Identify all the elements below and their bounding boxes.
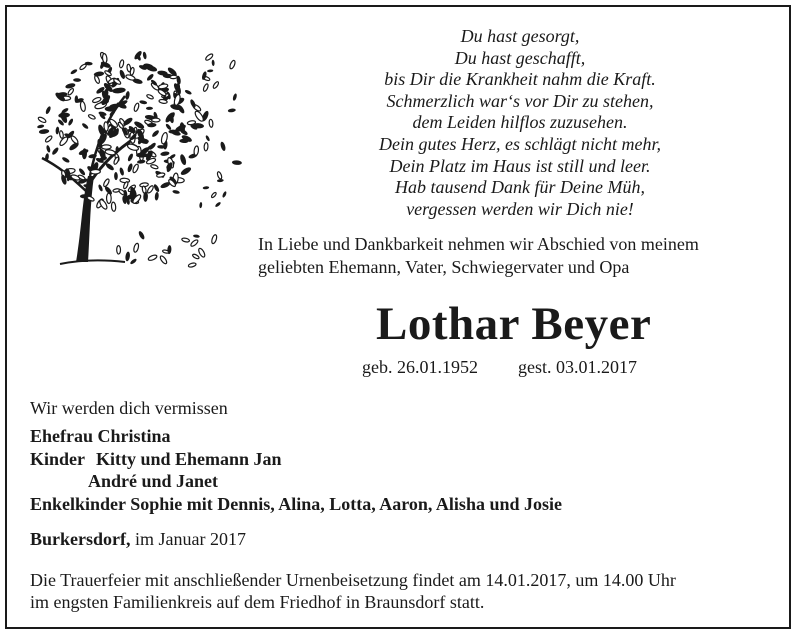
leaf-shape [37, 116, 46, 123]
leaf-shape [205, 135, 211, 142]
leaf-shape [46, 145, 51, 153]
birth-date: geb. 26.01.1952 [362, 357, 478, 377]
funeral-line: Die Trauerfeier mit anschließender Urnenbeisetzung findet am 14.01.2017, um 14.00 Uhr [30, 570, 676, 590]
leaf-shape [188, 262, 197, 268]
place-date-text: im Januar 2017 [130, 529, 246, 549]
leaf-shape [207, 69, 213, 72]
poem-line: Du hast gesorgt, [460, 26, 580, 46]
leaf-shape [194, 146, 199, 156]
poem-line: Dein gutes Herz, es schlägt nicht mehr, [379, 133, 661, 154]
leaf-shape [70, 68, 78, 75]
leaf-shape [150, 164, 158, 170]
grandchildren-line: Enkelkinder Sophie mit Dennis, Alina, Lotta, Aaron, Alisha und Josie [30, 493, 562, 514]
leaf-shape [190, 239, 199, 247]
leaf-shape [105, 106, 117, 111]
leaf-shape [114, 172, 118, 180]
deceased-name: Lothar Beyer [376, 298, 652, 350]
intro-line: In Liebe und Dankbarkeit nehmen wir Abschied von meinem [258, 234, 699, 254]
leaf-shape [154, 192, 159, 201]
leaf-shape [80, 194, 89, 198]
place-name: Burkersdorf, [30, 529, 131, 549]
leaf-shape [133, 103, 139, 112]
children-line-2: André und Janet [88, 471, 219, 491]
leaf-shape [160, 151, 170, 156]
leaf-shape [119, 59, 124, 68]
leaf-shape [181, 237, 189, 242]
leaf-shape [159, 255, 168, 265]
poem [300, 26, 740, 220]
leaf-shape [73, 78, 81, 82]
leaf-shape [153, 183, 160, 192]
leaf-shape [88, 114, 96, 120]
leaf-shape [102, 145, 112, 149]
leaf-shape [148, 254, 158, 261]
leaf-shape [45, 106, 52, 115]
leaf-shape [70, 135, 79, 145]
leaf-shape [146, 107, 153, 110]
leaf-shape [139, 100, 147, 105]
leaf-shape [138, 230, 146, 240]
children-names: Kitty und Ehemann Jan [96, 448, 282, 469]
leaf-shape [165, 123, 172, 131]
leaf-shape [211, 234, 218, 244]
leaf-shape [180, 166, 193, 177]
death-date: gest. 03.01.2017 [518, 357, 637, 377]
poem-line: dem Leiden hilflos zuzusehen. [412, 112, 628, 133]
leaf-shape [193, 234, 200, 238]
leaf-shape [229, 60, 236, 70]
leaf-shape [220, 141, 227, 151]
leaf-shape [61, 156, 70, 163]
leaf-shape [228, 108, 236, 113]
miss-line: Wir werden dich vermissen [30, 398, 228, 418]
leaf-shape [103, 178, 111, 187]
leaf-shape [151, 129, 160, 138]
poem-line: Hab tausend Dank für Deine Müh, [395, 177, 645, 198]
poem-line: bis Dir die Krankheit nahm die Kraft. [384, 69, 656, 90]
leaf-shape [146, 94, 154, 100]
leaf-shape [212, 81, 219, 89]
leaf-shape [125, 251, 131, 261]
leaf-shape [59, 130, 64, 138]
intro-text [258, 233, 788, 279]
family-list [30, 425, 562, 515]
leaf-shape [65, 82, 76, 89]
leaf-shape [81, 122, 89, 129]
children-line [30, 448, 562, 471]
life-dates [362, 357, 637, 378]
funeral-line: im engsten Familienkreis auf dem Friedhof in Braunsdorf statt. [30, 592, 485, 612]
leaf-shape [98, 184, 104, 192]
leaf-shape [105, 149, 116, 156]
leaf-shape [37, 124, 45, 129]
leaf-shape [204, 142, 208, 151]
leaf-shape [67, 88, 74, 96]
leaf-shape [137, 159, 146, 164]
leaf-shape [232, 160, 242, 165]
place-date [30, 529, 246, 550]
leaf-shape [205, 53, 214, 61]
leaf-shape [67, 118, 74, 126]
leaf-shape [119, 167, 125, 176]
leaf-shape [127, 153, 134, 162]
leaf-shape [113, 157, 119, 165]
poem-line: Schmerzlich war‘s vor Dir zu stehen, [386, 90, 654, 111]
leaf-shape [45, 135, 53, 143]
leaf-shape [222, 191, 228, 198]
leaf-shape [232, 93, 237, 101]
poem-line: Dein Platz im Haus ist still und leer. [389, 155, 651, 176]
leaf-shape [209, 119, 213, 127]
leaf-shape [58, 112, 70, 118]
leaf-shape [217, 179, 224, 183]
leaf-shape [104, 122, 109, 132]
spouse-line: Ehefrau Christina [30, 426, 171, 446]
leaf-shape [170, 75, 178, 79]
leaf-shape [192, 253, 200, 259]
windblown-tree-icon [30, 26, 245, 276]
leaf-shape [184, 89, 192, 95]
leaf-shape [142, 51, 147, 59]
leaf-shape [133, 243, 139, 253]
leaf-shape [179, 154, 187, 166]
leaf-shape [132, 163, 139, 173]
leaf-shape [117, 246, 121, 255]
leaf-shape [127, 143, 139, 152]
leaf-shape [39, 129, 50, 135]
children-label: Kinder [30, 448, 86, 469]
leaf-shape [152, 118, 161, 122]
leaf-shape [214, 201, 221, 208]
leaf-shape [129, 258, 137, 265]
funeral-info [30, 569, 676, 613]
poem-line: Du hast geschafft, [454, 47, 586, 68]
leaf-shape [94, 75, 101, 84]
poem-line: vergessen werden wir Dich nie! [406, 198, 634, 219]
leaf-shape [211, 192, 217, 199]
leaf-shape [203, 83, 210, 92]
leaf-shape [111, 202, 116, 212]
leaf-shape [55, 126, 59, 134]
leaf-shape [172, 190, 180, 195]
leaf-shape [51, 147, 60, 156]
leaf-shape [125, 91, 130, 100]
leaf-shape [212, 60, 215, 66]
leaf-shape [203, 186, 210, 190]
leaf-shape [217, 171, 223, 179]
leaf-shape [106, 193, 111, 203]
leaf-shape [199, 202, 202, 208]
intro-line: geliebten Ehemann, Vater, Schwiegervater und Opa [258, 257, 630, 277]
leaf-shape [102, 53, 107, 63]
leaf-shape [90, 169, 100, 174]
leaf-shape [119, 69, 127, 80]
leaf-shape [80, 101, 86, 112]
